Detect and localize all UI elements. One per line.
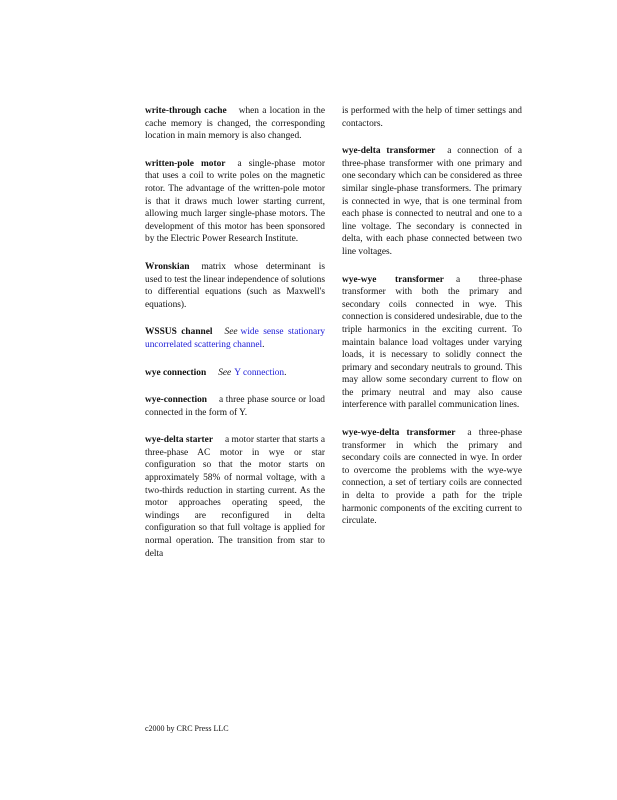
right-column (342, 105, 522, 543)
entry-definition: a single-phase motor that uses a coil to write poles on the magnetic rotor. The advantage of the written-pole motor is that it draws much lower starting current, allowing much larger single-phase motors. The development of this motor has been sponsored by the Electric Power Research Institute. (145, 158, 325, 245)
entry-definition: a connection of a three-phase transformer with one primary and one secondary which can be considered as three similar single-phase transformers. The primary is connected in wye, that is one terminal from each phase is connected to neutral and one to a line voltage. The secondary is connected in delta, with each phase connected between two line voltages. (342, 146, 523, 257)
entry-definition: is performed with the help of timer settings and contactors. (342, 106, 522, 129)
entry-term: write-through cache (145, 106, 227, 116)
glossary-entry (145, 158, 325, 246)
entry-term: wye connection (145, 367, 207, 378)
glossary-entry (145, 394, 325, 419)
see-label: See (224, 327, 238, 338)
entry-term: WSSUS channel (145, 327, 213, 338)
glossary-entry (145, 261, 325, 311)
entry-definition: a three-phase transformer with both the primary and secondary coils connected in wye. This connection is considered undesirable, due to the triple harmonics in the exciting current. To maintain balance load voltages under varying loads, it is necessary to solidly connect the primary and secondary neutrals to ground. This may allow some secondary current to flow on the primary neutral and may also cause interference with parallel communication lines. (342, 274, 522, 411)
entry-term: wye-delta transformer (342, 146, 436, 157)
entry-definition: a three-phase transformer in which the primary and secondary coils are connected in wye. In order to overcome the problems with the wye-wye connection, a set of tertiary coils are connected in delta to provide a path for the triple harmonic components of the exciting current to circulate. (342, 428, 522, 527)
entry-definition: a three phase source or load connected in the form of Y. (145, 395, 325, 418)
entry-punctuation: . (262, 339, 265, 350)
entry-term: written-pole motor (145, 158, 226, 169)
entry-punctuation: . (284, 367, 287, 378)
entry-definition: a motor starter that starts a three-phase AC motor in wye or star configuration so that the motor starts on approximately 58% of normal voltage, with a two-thirds reduction in starting current. As the motor approaches operating speed, the windings are reconfigured in delta configuration so that full voltage is applied for normal operation. The transition from star to delta (145, 435, 325, 559)
entry-definition: matrix whose determinant is used to test the linear independence of solutions to differential equations (such as Maxwell's equations). (145, 261, 325, 310)
entry-definition: when a location in the cache memory is changed, the corresponding location in main memory is also changed. (145, 106, 325, 142)
cross-reference-link[interactable]: wide sense stationary uncorrelated scattering channel (145, 327, 326, 350)
copyright-footer: c2000 by CRC Press LLC (145, 724, 229, 733)
glossary-entry (342, 145, 522, 258)
cross-reference-link[interactable]: Y connection (234, 367, 285, 378)
entry-term: wye-wye-delta transformer (342, 428, 456, 439)
glossary-entry (342, 427, 522, 528)
see-label: See (218, 367, 232, 378)
left-column (145, 105, 325, 575)
entry-term: Wronskian (145, 261, 190, 272)
glossary-entry (145, 434, 325, 560)
glossary-entry (342, 105, 522, 130)
glossary-entry (145, 367, 325, 380)
glossary-entry (145, 105, 325, 143)
entry-term: wye-wye transformer (342, 274, 444, 285)
entry-term: wye-delta starter (145, 435, 213, 446)
glossary-entry (145, 326, 325, 351)
entry-term: wye-connection (145, 395, 207, 406)
glossary-entry (342, 274, 522, 413)
